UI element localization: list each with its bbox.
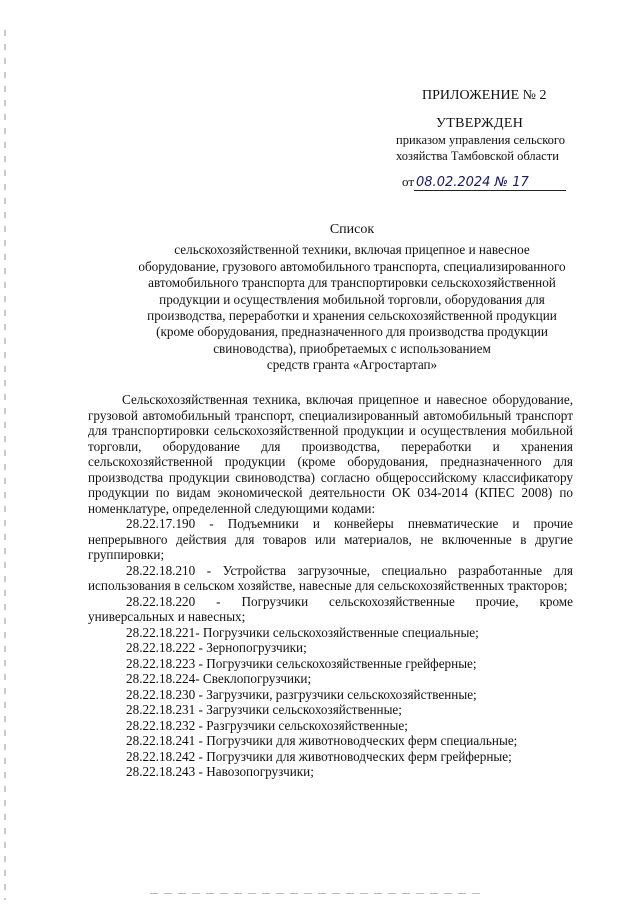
code-list-item: 28.22.18.210 - Устройства загрузочные, специально разработанные для использования в сельском хозяйстве, навесные для сельскохозяйственных тракторов; <box>88 562 573 593</box>
title-word: Список <box>329 222 375 237</box>
code-list-item: 28.22.17.190 - Подъемники и конвейеры пневматические и прочие непрерывного действия для товаров или материалов, не включенные в другие группировки; <box>88 516 573 562</box>
date-prefix: от <box>402 174 415 189</box>
code-list-item: 28.22.18.224- Свеклопогрузчики; <box>126 671 312 686</box>
order-line-1: приказом управления сельского <box>396 133 565 147</box>
title-line: сельскохозяйственной техники, включая прицепное и навесное <box>174 242 530 258</box>
intro-paragraph: Сельскохозяйственная техника, включая прицепное и навесное оборудование, грузовой автомобильный транспорт, специализированный автомобильный транспорт для транспортировки сельскохозяйственной продукции и осуществления мобильной торговли, оборудование для производства, переработки и хранения сельскохозяйственной продукции (кроме оборудования, предназначенного для производства продукции свиноводства) согласно общероссийскому классификатору продукции по видам экономической деятельности ОК 034-2014 (КПЕС 2008) по номенклатуре, определенной следующими кодами: <box>88 392 573 516</box>
handwritten-date-number: 08.02.2024 № 17 <box>414 175 566 191</box>
scan-bottom-artifact <box>150 893 480 894</box>
document-title <box>112 222 592 374</box>
order-date-line <box>402 174 566 191</box>
title-line: производства, переработки и хранения сельскохозяйственной продукции <box>147 308 557 324</box>
scan-edge-artifact <box>4 30 6 900</box>
title-line: свиноводства), приобретаемых с использованием <box>213 340 491 356</box>
code-list-item: 28.22.18.221- Погрузчики сельскохозяйственные специальные; <box>126 624 479 640</box>
code-list-item: 28.22.18.220 - Погрузчики сельскохозяйственные прочие, кроме универсальных и навесных; <box>88 593 573 624</box>
code-list-item: 28.22.18.231 - Загрузчики сельскохозяйственные; <box>126 702 402 717</box>
title-line: автомобильного транспорта для транспортировки сельскохозяйственной <box>148 275 556 291</box>
code-list-item: 28.22.18.232 - Разгрузчики сельскохозяйственные; <box>126 717 408 733</box>
code-list-item: 28.22.18.241 - Погрузчики для животноводческих ферм специальные; <box>126 733 518 748</box>
code-list-item: 28.22.18.222 - Зернопогрузчики; <box>126 640 307 655</box>
code-list-item: 28.22.18.230 - Загрузчики, разгрузчики сельскохозяйственные; <box>126 686 477 702</box>
code-list-item: 28.22.18.243 - Навозопогрузчики; <box>126 764 314 779</box>
title-line: средств гранта «Агростартап» <box>266 357 438 373</box>
title-line: оборудование, грузового автомобильного транспорта, специализированного <box>138 258 566 274</box>
code-list-item: 28.22.18.242 - Погрузчики для животноводческих ферм грейферные; <box>126 748 512 764</box>
approval-stamp-block <box>374 88 604 164</box>
code-list-item: 28.22.18.223 - Погрузчики сельскохозяйственные грейферные; <box>126 655 477 671</box>
title-line: (кроме оборудования, предназначенного для производства продукции <box>156 324 548 340</box>
order-line-2: хозяйства Тамбовской области <box>396 149 559 163</box>
approved-heading: УТВЕРЖДЕН <box>436 116 524 131</box>
appendix-number: ПРИЛОЖЕНИЕ № 2 <box>422 88 547 103</box>
document-body <box>88 392 573 780</box>
title-line: продукции и осуществления мобильной торговли, оборудования для <box>159 291 545 307</box>
